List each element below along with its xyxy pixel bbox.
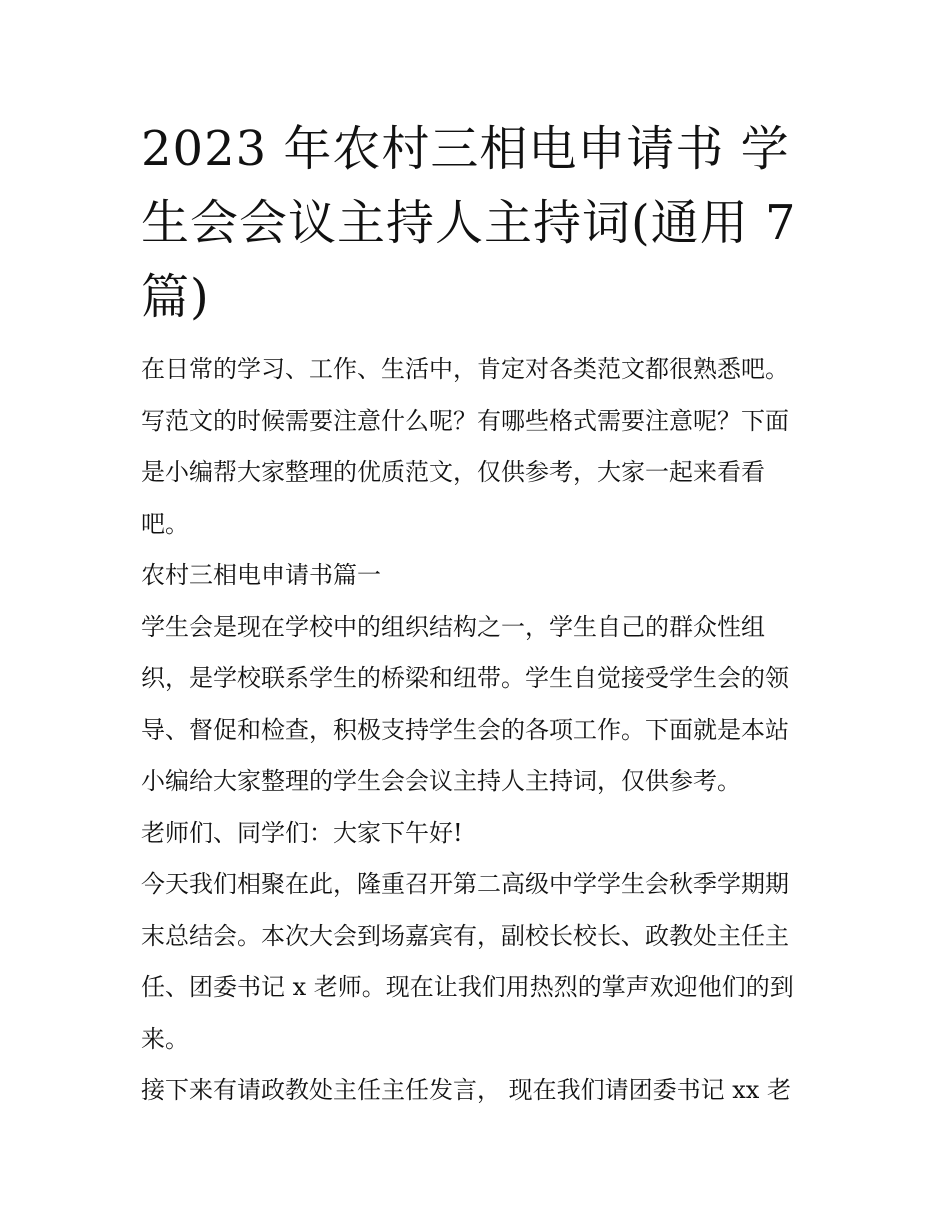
text-line: 写范文的时候需要注意什么呢？有哪些格式需要注意呢？下面	[141, 406, 789, 435]
text-line: 接下来有请政教处主任主任发言， 现在我们请团委书记 xx 老	[141, 1076, 791, 1104]
greeting-paragraph	[141, 808, 821, 860]
body-paragraph	[141, 859, 821, 1065]
text-line: 学生会是现在学校中的组织结构之一，学生自己的群众性组	[141, 612, 765, 641]
section-heading	[141, 550, 821, 602]
document-body	[141, 344, 821, 1117]
text-line: 织，是学校联系学生的桥梁和纽带。学生自觉接受学生会的领	[141, 664, 789, 692]
title-line: 生会会议主持人主持词(通用 7	[141, 195, 797, 251]
text-line: 导、督促和检查，积极支持学生会的各项工作。下面就是本站	[141, 715, 789, 744]
intro-paragraph	[141, 344, 821, 550]
document-page	[141, 112, 821, 1117]
document-title	[141, 112, 821, 334]
body-paragraph	[141, 1065, 821, 1117]
text-line: 在日常的学习、工作、生活中，肯定对各类范文都很熟悉吧。	[141, 355, 789, 383]
text-line: 是小编帮大家整理的优质范文，仅供参考，大家一起来看看	[141, 458, 765, 486]
text-line: 老师们、同学们：大家下午好!	[141, 818, 463, 847]
title-line: 2023 年农村三相电申请书 学	[141, 121, 790, 177]
text-line: 小编给大家整理的学生会会议主持人主持词，仅供参考。	[141, 767, 741, 795]
text-line: 今天我们相聚在此，隆重召开第二高级中学学生会秋季学期期	[141, 870, 789, 898]
text-line: 任、团委书记 x 老师。现在让我们用热烈的掌声欢迎他们的到	[141, 973, 794, 1001]
title-line: 篇)	[141, 269, 210, 325]
body-paragraph	[141, 602, 821, 808]
text-line: 吧。	[141, 509, 189, 538]
text-line: 农村三相电申请书篇一	[141, 561, 381, 589]
text-line: 来。	[141, 1024, 189, 1053]
text-line: 末总结会。本次大会到场嘉宾有，副校长校长、政教处主任主	[141, 921, 789, 950]
